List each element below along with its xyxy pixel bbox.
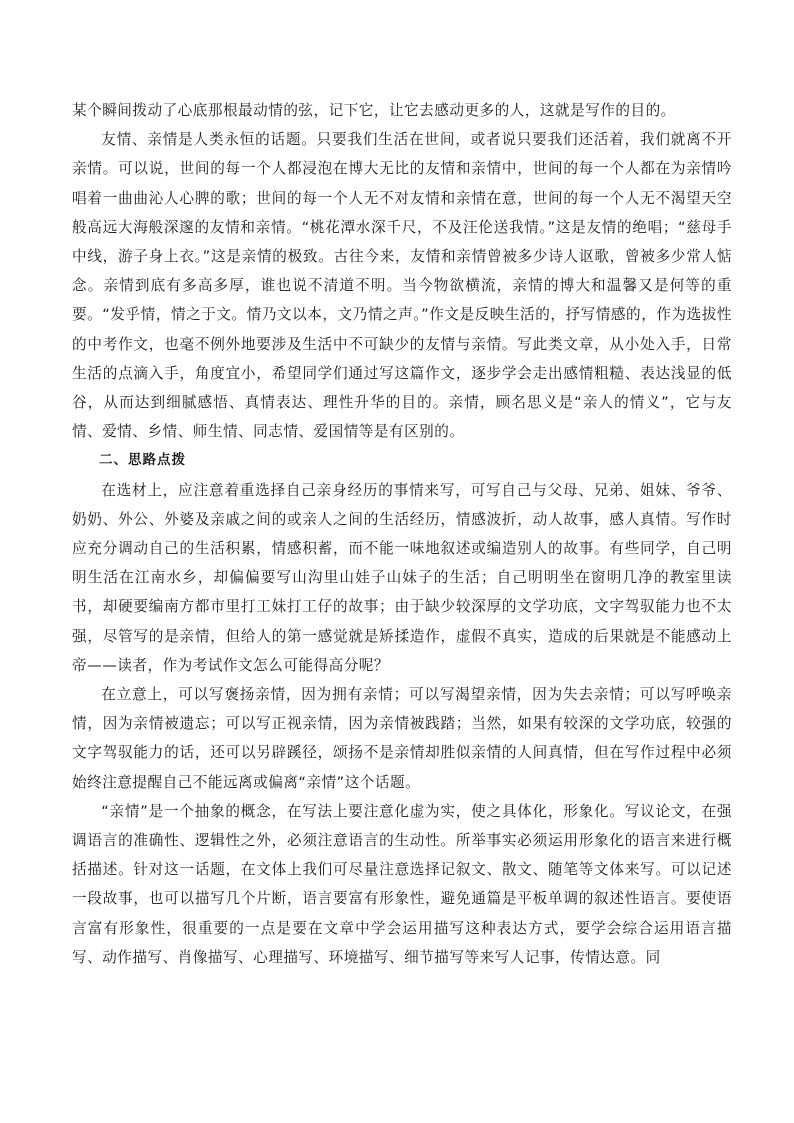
- paragraph-friendship-family: 友情、亲情是人类永恒的话题。只要我们生活在世间，或者说只要我们还活着，我们就离不开亲情。可以说，世间的每一个人都浸泡在博大无比的友情和亲情中，世间的每一个人都在为亲情吟唱着一曲曲沁人心脾的歌；世间的每一个人无不对友情和亲情在意，世间的每一个人无不渴望天空般高远大海般深邃的友情和亲情。“桃花潭水深千尺，不及汪伦送我情。”这是友情的绝唱；“慈母手中线，游子身上衣。”这是亲情的极致。古往今来，友情和亲情曾被多少诗人讴歌，曾被多少常人惦念。亲情到底有多高多厚，谁也说不清道不明。当今物欲横流，亲情的博大和温馨又是何等的重要。“发乎情，情之于文。情乃文以本，文乃情之声。”作文是反映生活的，抒写情感的，作为选拔性的中考作文，也毫不例外地要涉及生活中不可缺少的友情与亲情。写此类文章，从小处入手，日常生活的点滴入手，角度宜小，希望同学们通过写这篇作文，逐步学会走出感情粗糙、表达浅显的低谷，从而达到细腻感悟、真情表达、理性升华的目的。亲情，顾名思义是“亲人的情义”，它与友情、爱情、乡情、师生情、同志情、爱国情等是有区别的。: [72, 131, 732, 441]
- section-heading: 二、思路点拨: [99, 452, 186, 469]
- paragraph-theme: 在立意上，可以写褒扬亲情，因为拥有亲情；可以写渴望亲情，因为失去亲情；可以写呼唤亲情，因为亲情被遗忘；可以写正视亲情，因为亲情被践踏；当然，如果有较深的文学功底，较强的文字驾驭能力的话，还可以另辟蹊径，颂扬不是亲情却胜似亲情的人间真情，但在写作过程中必须始终注意提醒自己不能远离或偏离“亲情”这个话题。: [72, 686, 732, 791]
- document-page: [72, 96, 732, 972]
- paragraph-material-selection: 在选材上，应注意着重选择自己亲身经历的事情来写，可写自己与父母、兄弟、姐妹、爷爷、奶奶、外公、外婆及亲戚之间的或亲人之间的生活经历，情感波折，动人故事，感人真情。写作时应充分调动自己的生活积累，情感积蓄，而不能一味地叙述或编造别人的故事。有些同学，自己明明生活在江南水乡，却偏偏要写山沟里山娃子山妹子的生活；自己明明坐在窗明几净的教室里读书，却硬要编南方都市里打工妹打工仔的故事；由于缺少较深厚的文学功底，文字驾驭能力也不太强，尽管写的是亲情，但给人的第一感觉就是矫揉造作，虚假不真实，造成的后果就是不能感动上帝——读者，作为考试作文怎么可能得高分呢？: [72, 481, 732, 674]
- paragraph-writing-method: “亲情”是一个抽象的概念，在写法上要注意化虚为实，使之具体化，形象化。写议论文，在强调语言的准确性、逻辑性之外，必须注意语言的生动性。所举事实必须运用形象化的语言来进行概括描述。针对这一话题，在文体上我们可尽量注意选择记叙文、散文、随笔等文体来写。可以记述一段故事，也可以描写几个片断，语言要富有形象性，避免通篇是平板单调的叙述性语言。要使语言富有形象性，很重要的一点是要在文章中学会运用描写这种表达方式，要学会综合运用语言描写、动作描写、肖像描写、心理描写、环境描写、细节描写等来写人记事，传情达意。同: [72, 802, 732, 966]
- paragraph-opening-line: 某个瞬间拨动了心底那根最动情的弦，记下它，让它去感动更多的人，这就是写作的目的。: [72, 102, 676, 119]
